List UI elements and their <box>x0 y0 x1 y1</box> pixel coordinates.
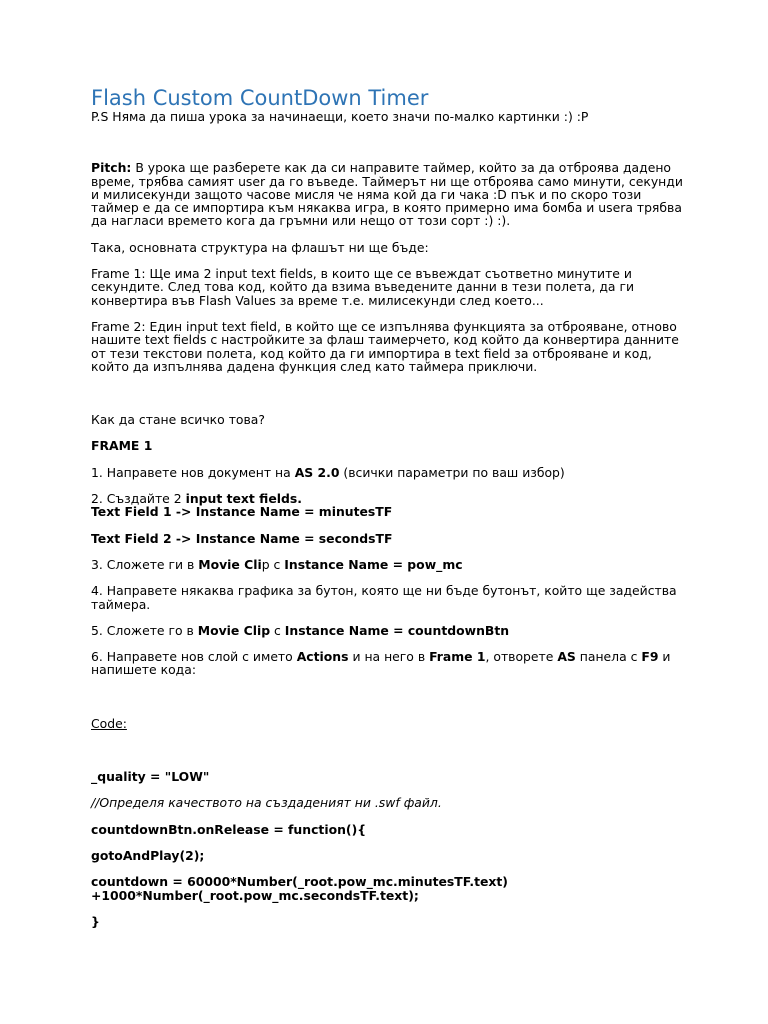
code-countdown-line <box>91 875 691 902</box>
step-2-text: 2. Създайте 2 <box>91 491 186 507</box>
step-1-tail: (всички параметри по ваш избор) <box>339 464 565 480</box>
step-5-text: 5. Сложете го в <box>91 622 198 638</box>
code-countdown-part-1: countdown = 60000*Number(_root.pow_mc.minutesTF.text) <box>91 874 508 890</box>
step-6-bold-as: AS <box>557 649 576 665</box>
step-3-text: 3. Сложете ги в <box>91 556 199 572</box>
step-6-text-c: и на него в <box>348 649 430 665</box>
step-3 <box>91 558 691 571</box>
step-1-bold: AS 2.0 <box>294 464 340 480</box>
step-6-bold-frame: Frame 1 <box>429 649 486 665</box>
step-4: 4. Направете някаква графика за бутон, която ще ни бъде бутонът, който ще задейства таймера. <box>91 583 677 612</box>
frame1-heading: FRAME 1 <box>91 438 153 454</box>
text-field-2-line: Text Field 2 -> Instance Name = secondsTF <box>91 530 393 546</box>
step-6-bold-f9: F9 <box>641 649 659 665</box>
step-3-bold-movie: Movie Cli <box>198 556 262 572</box>
pitch-paragraph <box>91 161 691 227</box>
step-3-bold-instance: Instance Name = pow_mc <box>284 556 463 572</box>
page-title: Flash Custom CountDown Timer <box>91 86 429 110</box>
step-6-text-i: и напишете кода: <box>91 649 671 678</box>
code-countdown-part-2: +1000*Number(_root.pow_mc.secondsTF.text); <box>91 887 419 903</box>
frame2-description: Frame 2: Един input text field, в който ще се изпълнява функцията за отброяване, отново нашите text fields с настройките за флаш таимерчето, код който да конвертира данните от тези текстови полета, код който да ги импортира в text field за отброяване и код, който да изпълнява дадена функция след като таймера приключи. <box>91 318 679 374</box>
step-6-text-g: панела с <box>575 649 642 665</box>
structure-intro: Така, основната структура на флашът ни ще бъде: <box>91 239 429 255</box>
step-5 <box>91 624 691 637</box>
how-question: Как да стане всичко това? <box>91 412 265 428</box>
code-quality-line: _quality = "LOW" <box>91 769 210 785</box>
pitch-label: Pitch: <box>91 160 132 176</box>
code-closing-brace: } <box>91 913 100 929</box>
document-content <box>91 86 691 928</box>
step-6-text-a: 6. Направете нов слой с името <box>91 649 297 665</box>
step-2-bold: input text fields. <box>185 491 302 507</box>
frame1-description: Frame 1: Ще има 2 input text fields, в които ще се въвеждат съответно минутите и секундите. След това код, който да взима въведените данни в тези полета, да ги конвертира във Flash Values за време т.е. милисекунди след което... <box>91 266 635 308</box>
code-label: Code: <box>91 715 127 731</box>
step-1 <box>91 466 691 479</box>
step-6-text-e: , отворете <box>485 649 558 665</box>
step-3-mid: p с <box>261 556 285 572</box>
pitch-text: В урока ще разберете как да си направите таймер, който за да отброява дадено време, трябва самият user да го въведе. Таймерът ни ще отброява само минути, секунди и милисекунди защото часове мисля че няма кой да ги чака :D пък и по скоро този таймер е да се импортира към някаква игра, в която примерно има бомба и usera трябва да нагласи времето кога да гръмни или нещо от този сорт :) :). <box>91 160 683 229</box>
step-2 <box>91 492 691 519</box>
code-onrelease-line: countdownBtn.onRelease = function(){ <box>91 821 367 837</box>
step-5-mid: с <box>270 622 285 638</box>
step-6-bold-actions: Actions <box>296 649 349 665</box>
step-1-text: 1. Направете нов документ на <box>91 464 295 480</box>
step-5-bold-instance: Instance Name = countdownBtn <box>284 622 510 638</box>
subtitle-note: P.S Няма да пиша урока за начинаещи, което значи по-малко картинки :) :P <box>91 109 589 124</box>
text-field-1-line: Text Field 1 -> Instance Name = minutesTF <box>91 504 393 520</box>
step-5-bold-movie: Movie Clip <box>197 622 271 638</box>
code-comment-line: //Определя качеството на създаденият ни .swf файл. <box>91 795 442 811</box>
code-goto-line: gotoAndPlay(2); <box>91 847 205 863</box>
step-6 <box>91 650 691 677</box>
